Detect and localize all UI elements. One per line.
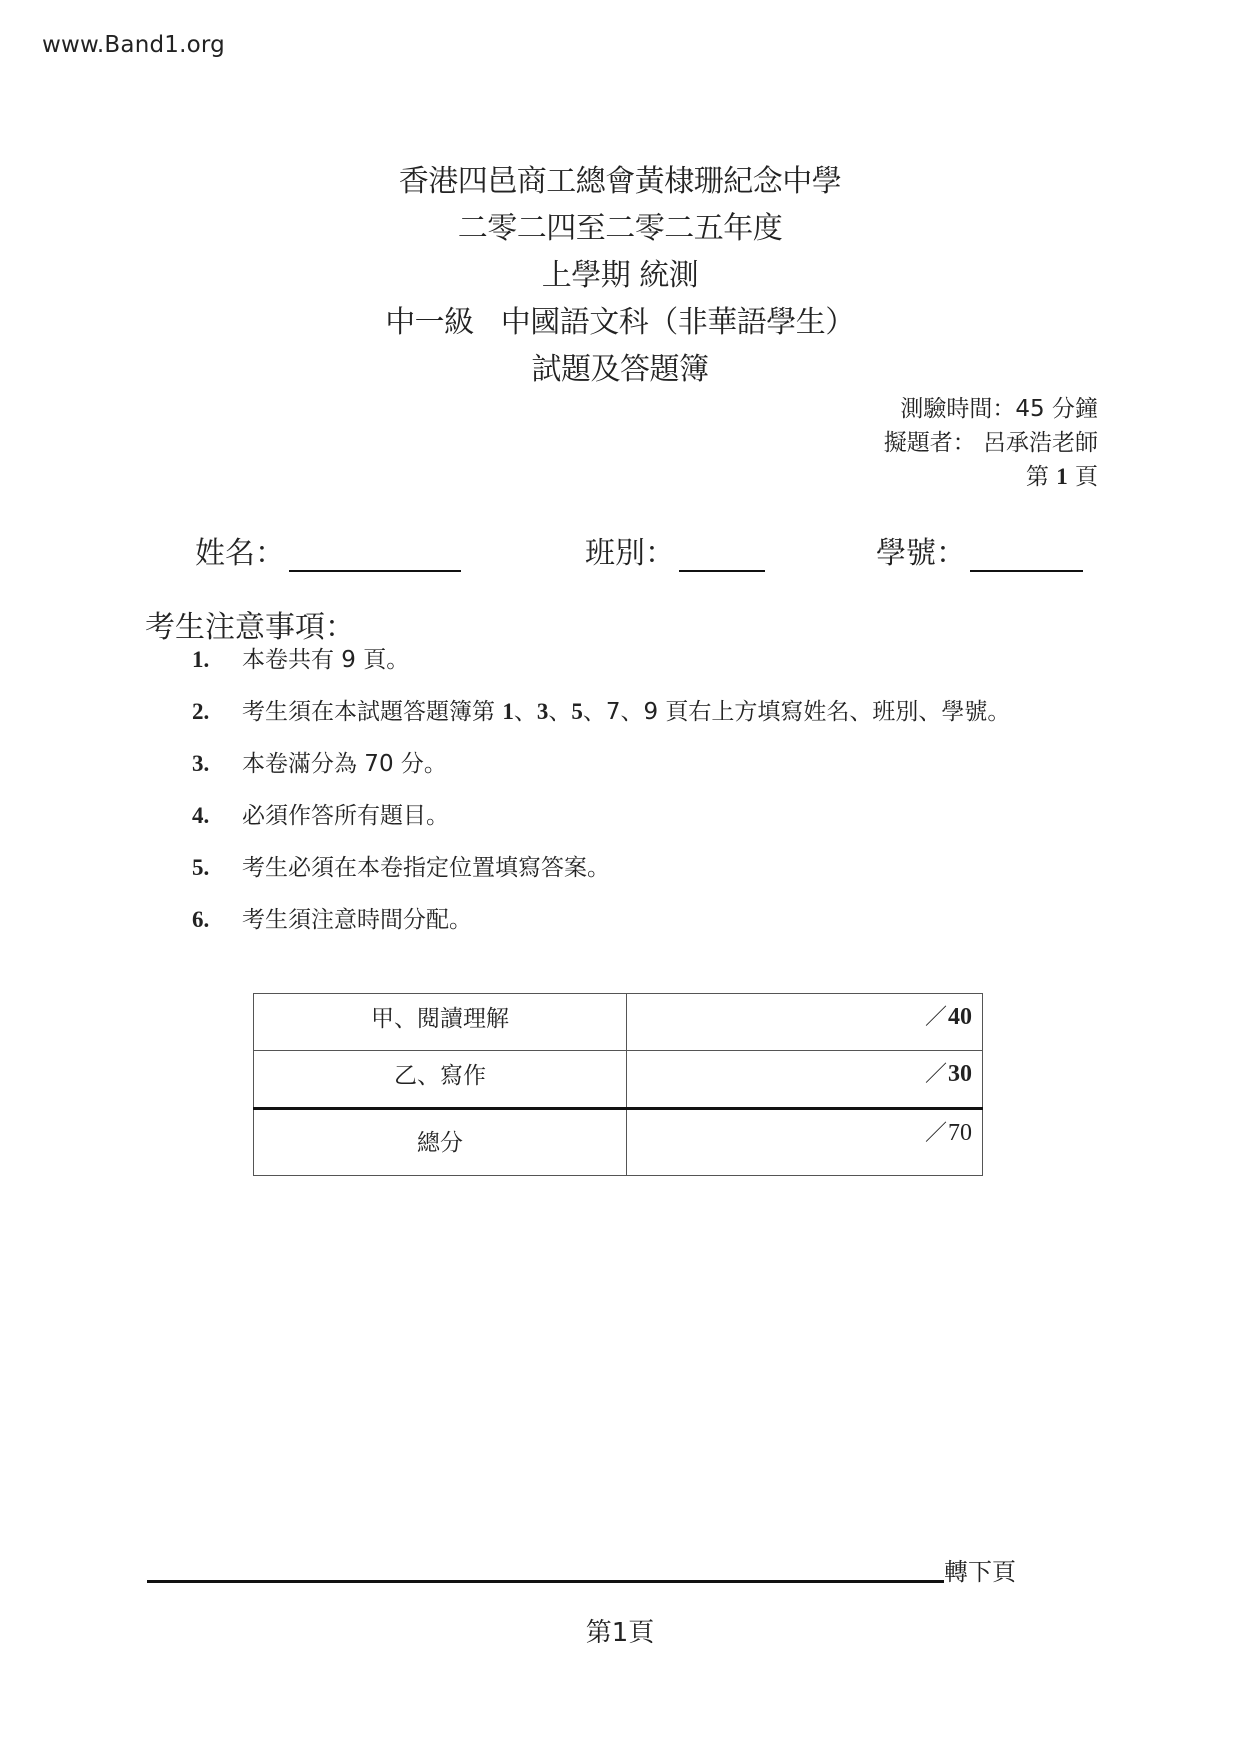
slash-mark: ／ — [924, 1005, 947, 1030]
note-item — [192, 645, 1010, 697]
note-item — [192, 749, 1010, 801]
section-label: 乙、寫作 — [254, 1051, 627, 1109]
duration-value: 45 — [1015, 396, 1045, 422]
section-label: 甲、閱讀理解 — [254, 994, 627, 1051]
duration-unit: 分鐘 — [1044, 396, 1098, 422]
exam-meta — [884, 392, 1098, 494]
table-row-total — [254, 1109, 983, 1176]
max-score: 40 — [948, 1004, 972, 1030]
grade-subject: 中一級 中國語文科（非華語學生） — [385, 305, 855, 340]
page-footer-number: 第1頁 — [585, 1618, 655, 1648]
exam-duration — [884, 392, 1098, 426]
note-number: 4. — [192, 803, 210, 828]
max-score: 30 — [948, 1061, 972, 1087]
name-blank[interactable] — [289, 536, 461, 572]
note-text-part: 考生須在本試題答題簿第 — [242, 699, 503, 725]
note-item — [192, 697, 1010, 749]
note-text — [242, 697, 1010, 749]
note-item — [192, 801, 1010, 853]
note-number: 2. — [192, 699, 210, 724]
note-text: 本卷共有 9 頁。 — [242, 647, 410, 673]
student-no-field[interactable] — [876, 528, 1083, 572]
table-row — [254, 994, 983, 1051]
exam-term: 上學期 統測 — [541, 258, 699, 293]
note-page-ref: 1 — [502, 699, 514, 724]
note-text: 考生必須在本卷指定位置填寫答案。 — [242, 855, 610, 881]
max-score: 70 — [948, 1120, 972, 1146]
note-number: 3. — [192, 751, 210, 776]
slash-mark: ／ — [924, 1121, 947, 1146]
score-table — [253, 993, 983, 1176]
score-cell[interactable] — [627, 994, 983, 1051]
note-text-part: 、 — [513, 699, 537, 725]
class-blank[interactable] — [679, 536, 765, 572]
class-field[interactable] — [585, 528, 765, 572]
note-text: 必須作答所有題目。 — [242, 803, 449, 829]
turn-page-note: 轉下頁 — [944, 1558, 1016, 1586]
author-label: 擬題者： — [883, 430, 976, 456]
note-number: 1. — [192, 647, 210, 672]
school-name: 香港四邑商工總會黃棣珊紀念中學 — [398, 164, 842, 199]
note-text: 本卷滿分為 70 分。 — [242, 751, 447, 777]
note-item — [192, 905, 1010, 957]
footer-divider — [147, 1580, 944, 1583]
duration-label: 測驗時間： — [900, 396, 1016, 422]
note-text-part: 、 — [548, 699, 572, 725]
note-page-ref: 5 — [571, 699, 583, 724]
watermark-url: www.Band1.org — [42, 32, 225, 58]
notes-title: 考生注意事項： — [145, 610, 355, 645]
total-score-cell[interactable] — [627, 1109, 983, 1176]
score-cell[interactable] — [627, 1051, 983, 1109]
note-page-ref: 3 — [536, 699, 549, 724]
note-number: 6. — [192, 907, 210, 932]
page-number: 1 — [1056, 464, 1068, 489]
student-no-label: 學號： — [876, 536, 966, 571]
total-label: 總分 — [254, 1109, 627, 1176]
exam-author — [884, 426, 1098, 460]
notes-list — [192, 645, 1010, 957]
class-label: 班別： — [585, 536, 675, 571]
page-prefix: 第 — [1025, 464, 1057, 490]
name-field[interactable] — [195, 528, 461, 572]
table-row — [254, 1051, 983, 1109]
page-suffix: 頁 — [1067, 464, 1098, 490]
note-item — [192, 853, 1010, 905]
header-page-number — [884, 460, 1098, 494]
note-number: 5. — [192, 855, 210, 880]
student-no-blank[interactable] — [970, 536, 1083, 572]
name-label: 姓名： — [195, 536, 285, 571]
booklet-title: 試題及答題簿 — [531, 352, 709, 387]
note-text-part: 、7、9 頁右上方填寫姓名、班別、學號。 — [582, 699, 1011, 725]
slash-mark: ／ — [924, 1062, 947, 1087]
note-text: 考生須注意時間分配。 — [242, 907, 472, 933]
exam-title-block — [0, 158, 1240, 393]
academic-year: 二零二四至二零二五年度 — [457, 211, 783, 246]
author-value: 呂承浩老師 — [975, 430, 1098, 456]
